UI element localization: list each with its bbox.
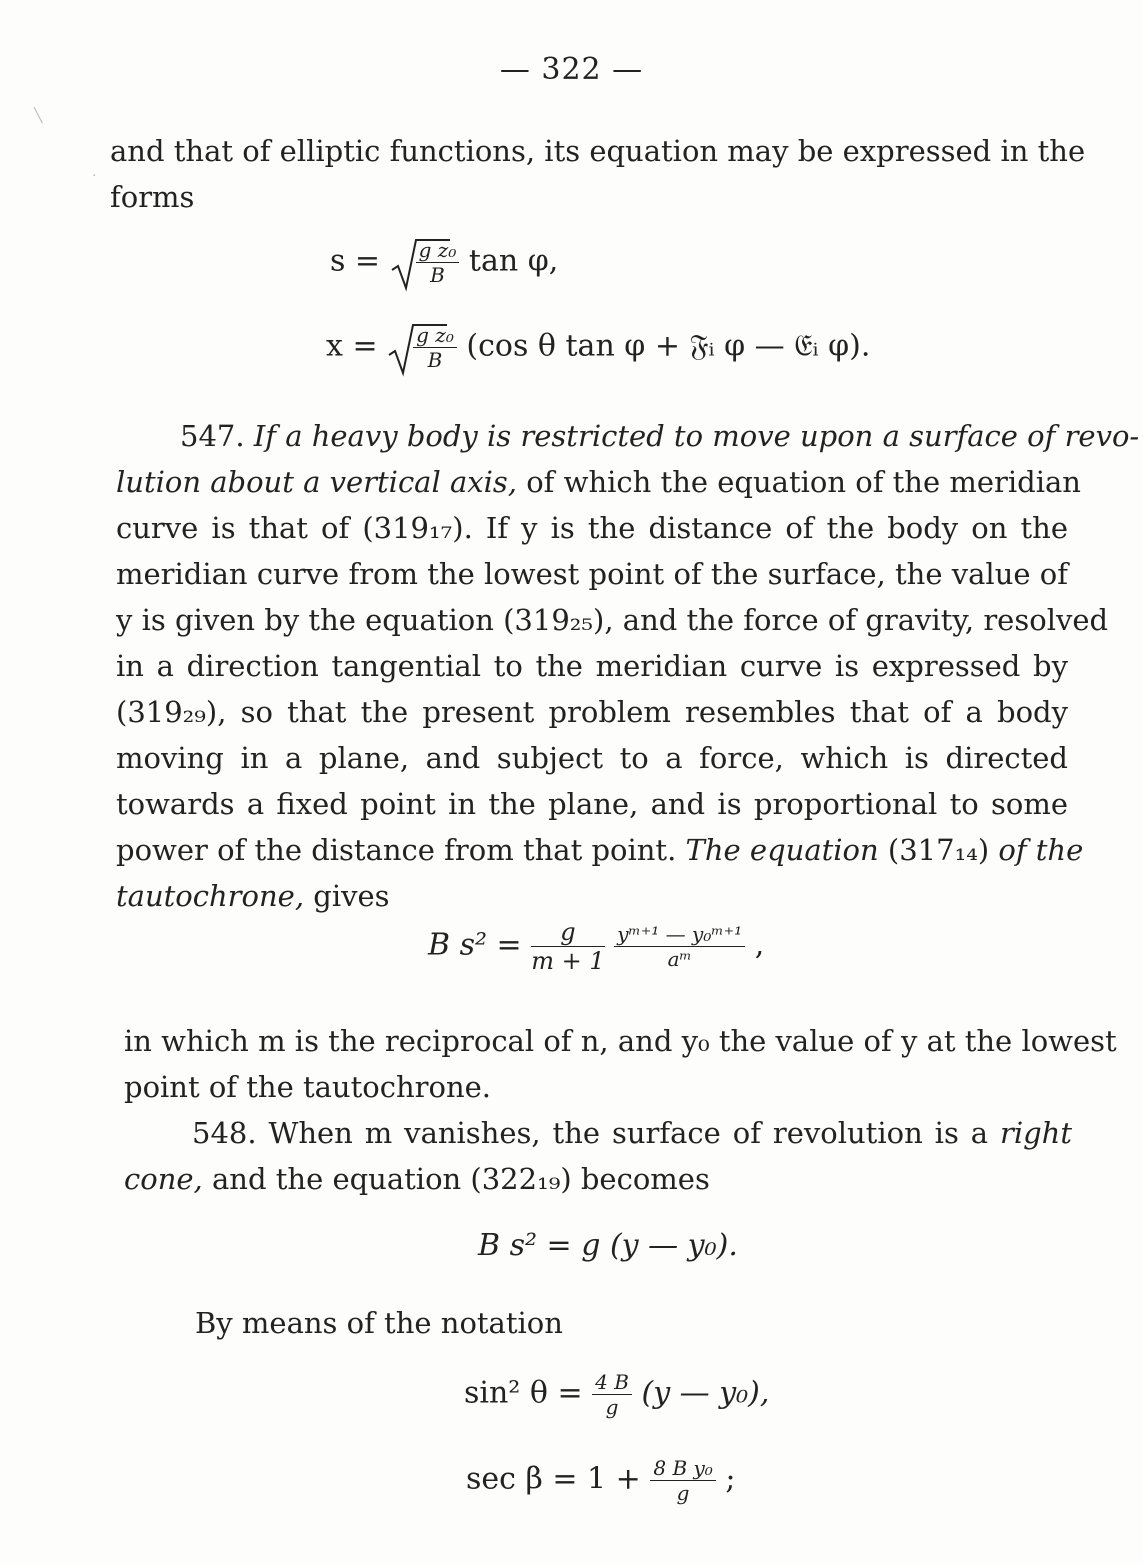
text-line: in a direction tangential to the meridian curve is expressed by <box>116 649 1068 683</box>
scan-speck: · <box>92 168 97 184</box>
fraction-denominator: B <box>430 263 445 287</box>
text-line: towards a fixed point in the plane, and is proportional to some <box>116 787 1068 821</box>
radical-sign-icon <box>390 236 450 292</box>
fraction <box>592 1372 632 1417</box>
equation-lhs: B s² = <box>428 927 522 963</box>
italic-text: The equation <box>685 833 879 867</box>
italic-text: right <box>999 1116 1073 1150</box>
text-line <box>116 413 1140 459</box>
fraction <box>531 920 604 973</box>
fraction <box>614 924 745 969</box>
text-span: and the equation (322₁₉) becomes <box>211 1162 710 1196</box>
equation-lhs: s = <box>330 243 381 279</box>
reciprocal-paragraph <box>124 1018 1117 1110</box>
equation-rhs: (cos θ tan φ + 𝔉ᵢ φ — 𝔈ᵢ φ). <box>466 328 871 364</box>
text-span: power of the distance from that point. <box>116 833 677 867</box>
section-547 <box>116 413 1140 919</box>
equation-reference: (317₁₄) <box>887 833 990 867</box>
equation-sin-theta <box>464 1372 769 1417</box>
fraction-denominator: B <box>427 348 443 372</box>
text-line: (319₂₉), so that the present problem resembles that of a body <box>116 695 1068 729</box>
square-root <box>387 325 457 370</box>
italic-text: If a heavy body is restricted to move upon a surface of revo- <box>253 419 1140 453</box>
text-line <box>124 1156 1072 1202</box>
text-line: and that of elliptic functions, its equation may be expressed in the <box>110 134 1086 168</box>
notation-paragraph <box>195 1300 895 1346</box>
equation-tautochrone <box>428 920 764 973</box>
italic-text: tautochrone, <box>116 879 305 913</box>
radical-sign-icon <box>387 321 447 377</box>
equation-lhs: x = <box>326 328 378 364</box>
square-root <box>390 240 460 285</box>
italic-text: lution about a vertical axis, <box>116 465 517 499</box>
fraction-numerator: 8 B y₀ <box>650 1458 715 1481</box>
equation-sec-beta <box>466 1458 735 1503</box>
equation-rhs: (y — y₀), <box>641 1375 770 1411</box>
fraction-denominator: m + 1 <box>531 947 605 975</box>
fraction-numerator: yᵐ⁺¹ — y₀ᵐ⁺¹ <box>614 924 745 947</box>
text-line: forms <box>110 180 195 214</box>
text-line <box>116 827 1084 873</box>
fraction-numerator: g z₀ <box>413 325 457 348</box>
text-line <box>116 873 1068 919</box>
page-number: — 322 — <box>499 52 644 87</box>
fraction <box>650 1458 715 1503</box>
text-span: When m vanishes, the surface of revolution is a <box>268 1116 989 1150</box>
text-line: point of the tautochrone. <box>124 1070 492 1104</box>
section-548 <box>124 1110 1072 1202</box>
equation-rhs: tan φ, <box>468 243 559 279</box>
equation-tail: , <box>754 927 765 963</box>
text-line: y is given by the equation (319₂₅), and the force of gravity, resolved <box>116 603 1109 637</box>
text-span: gives <box>313 879 390 913</box>
text-line: moving in a plane, and subject to a force, which is directed <box>116 741 1068 775</box>
italic-text: of the <box>998 833 1084 867</box>
scan-speck: ╲ <box>34 108 43 124</box>
opening-paragraph <box>110 128 1086 220</box>
fraction-denominator: g <box>605 1395 619 1419</box>
fraction-numerator: g z₀ <box>416 240 460 263</box>
text-line <box>124 1110 1072 1156</box>
text-span: of which the equation of the meridian <box>526 465 1081 499</box>
equation-rhs: ; <box>725 1461 736 1497</box>
fraction-denominator: aᵐ <box>667 947 692 971</box>
fraction-numerator: 4 B <box>592 1372 632 1395</box>
section-number: 547. <box>180 419 245 453</box>
equation-cone: B s² = g (y — y₀). <box>478 1228 738 1263</box>
equation-x <box>326 325 870 370</box>
equation-lhs: sin² θ = <box>464 1375 583 1411</box>
section-number: 548. <box>192 1116 257 1150</box>
text-line: in which m is the reciprocal of n, and y₀ the value of y at the lowest <box>124 1024 1117 1058</box>
fraction-denominator: g <box>676 1481 690 1505</box>
text-line: meridian curve from the lowest point of the surface, the value of <box>116 557 1068 591</box>
equation-s <box>330 240 558 285</box>
text-line: By means of the notation <box>195 1306 563 1340</box>
text-line: curve is that of (319₁₇). If y is the distance of the body on the <box>116 511 1068 545</box>
text-line <box>116 459 1081 505</box>
italic-text: cone, <box>124 1162 203 1196</box>
equation-lhs: sec β = 1 + <box>466 1461 641 1497</box>
fraction-numerator: g <box>531 920 604 947</box>
